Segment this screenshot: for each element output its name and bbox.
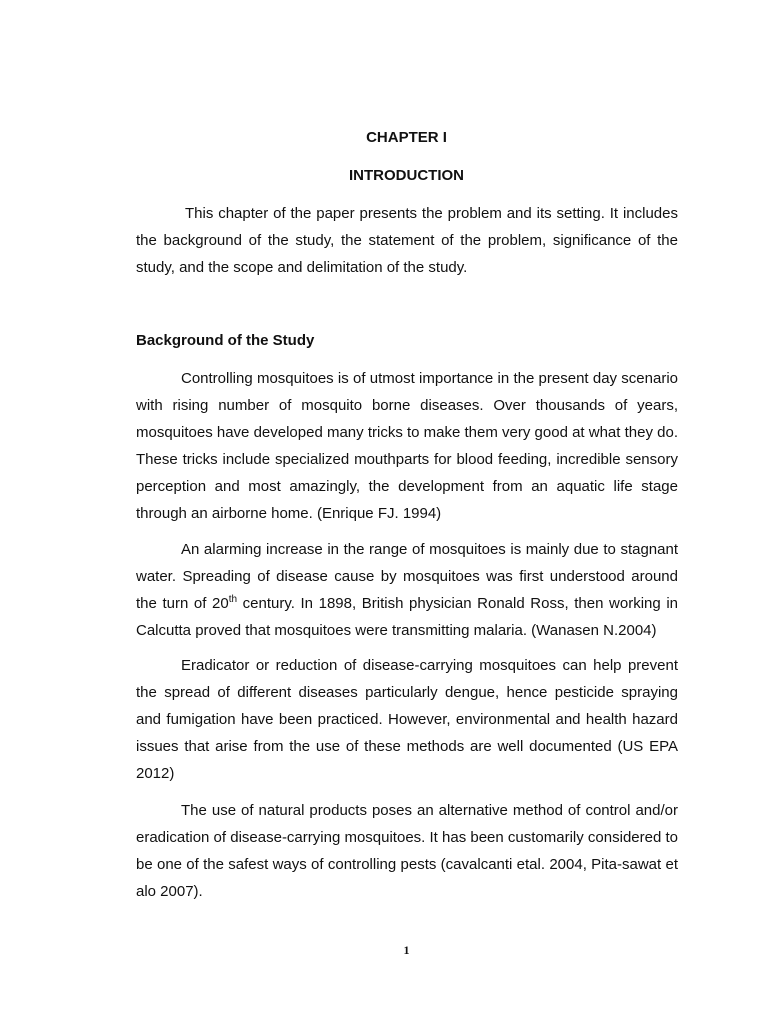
chapter-title: INTRODUCTION xyxy=(349,167,464,184)
paragraph-2-text-after: century. In 1898, British physician Ronald Ross, then working in Calcutta proved that mosquitoes were transmitting malaria. (Wanasen N.2004) xyxy=(136,595,678,639)
chapter-label: CHAPTER I xyxy=(366,129,447,146)
paragraph-2-text-before: An alarming increase in the range of mosquitoes is mainly due to stagnant water. Spreading of disease cause by mosquitoes was first understood around the turn of 20 xyxy=(136,541,678,612)
paragraph-3: Eradicator or reduction of disease-carrying mosquitoes can help prevent the spread of different diseases particularly dengue, hence pesticide spraying and fumigation have been practiced. However, environmental and health hazard issues that arise from the use of these methods are well documented (US EPA 2012) xyxy=(136,657,678,782)
section-heading: Background of the Study xyxy=(136,332,315,349)
ordinal-superscript: th xyxy=(228,594,238,605)
paragraph-2 xyxy=(136,536,678,644)
intro-paragraph-text: This chapter of the paper presents the problem and its setting. It includes the background of the study, the statement of the problem, significance of the study, and the scope and delimitation of the study. xyxy=(136,205,678,276)
intro-paragraph xyxy=(136,200,678,281)
paragraph-4: The use of natural products poses an alternative method of control and/or eradication of disease-carrying mosquitoes. It has been customarily considered to be one of the safest ways of controlling pests (cavalcanti etal. 2004, Pita-sawat et alo 2007). xyxy=(136,802,678,900)
paragraph-1: Controlling mosquitoes is of utmost importance in the present day scenario with rising number of mosquito borne diseases. Over thousands of years, mosquitoes have developed many tricks to make them very good at what they do. These tricks include specialized mouthparts for blood feeding, incredible sensory perception and most amazingly, the development from an aquatic life stage through an airborne home. (Enrique FJ. 1994) xyxy=(136,370,678,522)
page-number: 1 xyxy=(403,943,410,957)
